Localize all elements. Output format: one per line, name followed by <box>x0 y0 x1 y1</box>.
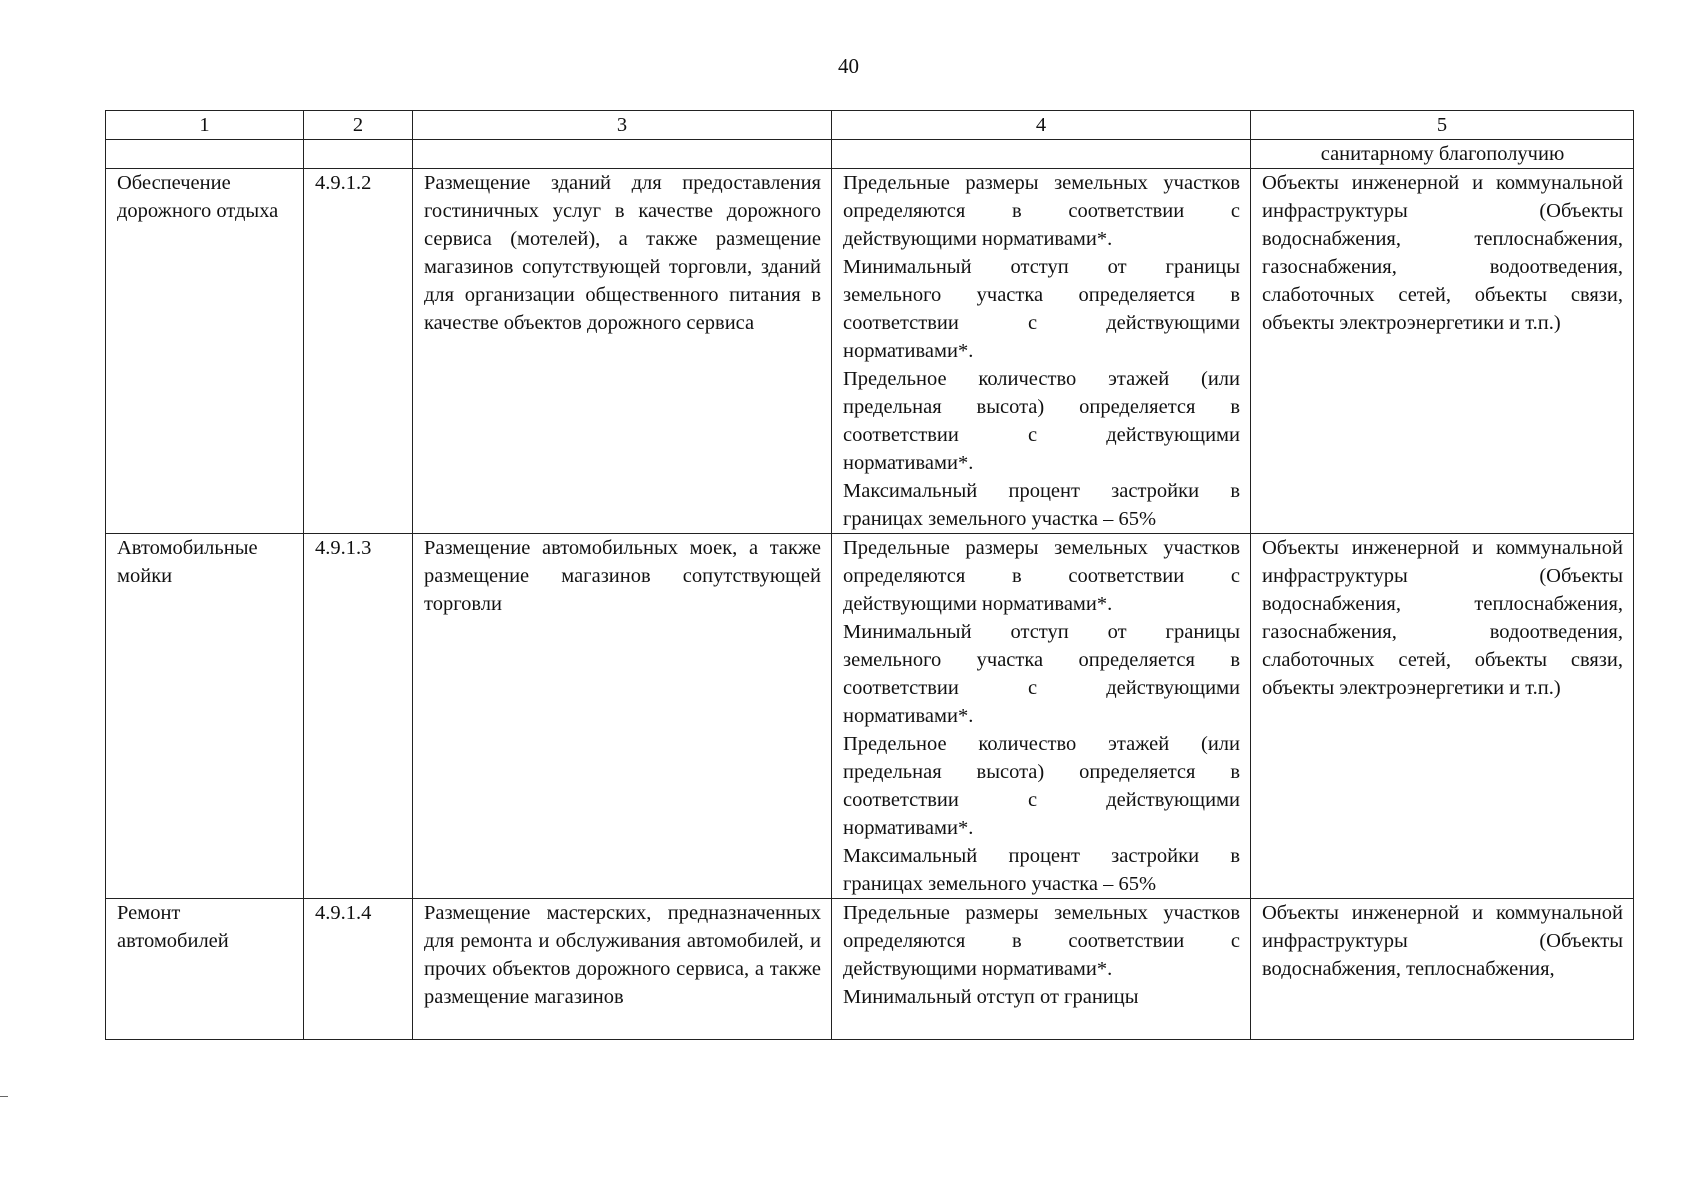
table-row <box>106 899 1634 1040</box>
cell-empty <box>106 140 304 169</box>
header-col-3: 3 <box>413 111 832 140</box>
header-row <box>106 111 1634 140</box>
header-col-1: 1 <box>106 111 304 140</box>
land-use-code: 4.9.1.2 <box>304 169 413 534</box>
table-row <box>106 169 1634 534</box>
parameter-text: Минимальный отступ от границы земельного участка определяется в соответствии с действующими нормативами*. <box>843 256 1240 362</box>
parameter-text: Минимальный отступ от границы <box>843 986 1139 1008</box>
cell-text: 4.9.1.4 <box>315 902 372 924</box>
table-row <box>106 534 1634 899</box>
scan-margin-mark <box>0 1096 8 1097</box>
land-use-restrictions: Объекты инженерной и коммунальной инфраструктуры (Объекты водоснабжения, теплоснабжения, газоснабжения, водоотведения, слаботочных сетей, объекты связи, объекты электроэнергетики и т.п.) <box>1251 169 1634 534</box>
continuation-row <box>106 140 1634 169</box>
parameter-text: Максимальный процент застройки в границах земельного участка – 65% <box>843 845 1240 895</box>
parameter-text: Минимальный отступ от границы земельного участка определяется в соответствии с действующими нормативами*. <box>843 621 1240 727</box>
parameter-text: Предельное количество этажей (или предельная высота) определяется в соответствии с действующими нормативами*. <box>843 733 1240 839</box>
cell-text: Объекты инженерной и коммунальной инфраструктуры (Объекты водоснабжения, теплоснабжения, <box>1262 902 1623 980</box>
cell-empty <box>832 140 1251 169</box>
header-col-5: 5 <box>1251 111 1634 140</box>
land-use-description <box>413 899 832 1040</box>
parameter-text: Максимальный процент застройки в границах земельного участка – 65% <box>843 480 1240 530</box>
land-use-restrictions <box>1251 899 1634 1040</box>
cell-text: Размещение мастерских, предназначенных для ремонта и обслуживания автомобилей, и прочих объектов дорожного сервиса, а также размещение магазинов <box>424 902 821 1008</box>
land-use-code: 4.9.1.3 <box>304 534 413 899</box>
land-use-name: Автомобильные мойки <box>106 534 304 899</box>
parameter-text: Предельное количество этажей (или предельная высота) определяется в соответствии с действующими нормативами*. <box>843 368 1240 474</box>
parameter-text: Предельные размеры земельных участков определяются в соответствии с действующими нормативами*. <box>843 537 1240 615</box>
land-use-code <box>304 899 413 1040</box>
header-col-2: 2 <box>304 111 413 140</box>
land-use-description: Размещение автомобильных моек, а также размещение магазинов сопутствующей торговли <box>413 534 832 899</box>
cell-empty <box>304 140 413 169</box>
cell-text <box>843 899 1240 1039</box>
zoning-table <box>105 110 1634 1040</box>
land-use-name: Обеспечение дорожного отдыха <box>106 169 304 534</box>
land-use-parameters <box>832 534 1251 899</box>
cell-text: Ремонт автомобилей <box>117 902 229 952</box>
page-number: 40 <box>838 54 859 78</box>
parameter-text: Предельные размеры земельных участков определяются в соответствии с действующими нормативами*. <box>843 172 1240 250</box>
land-use-restrictions: Объекты инженерной и коммунальной инфраструктуры (Объекты водоснабжения, теплоснабжения, газоснабжения, водоотведения, слаботочных сетей, объекты связи, объекты электроэнергетики и т.п.) <box>1251 534 1634 899</box>
land-use-name <box>106 899 304 1040</box>
cell-empty <box>413 140 832 169</box>
land-use-description: Размещение зданий для предоставления гостиничных услуг в качестве дорожного сервиса (мотелей), а также размещение магазинов сопутствующей торговли, зданий для организации общественного питания в качестве объектов дорожного сервиса <box>413 169 832 534</box>
continuation-text: санитарному благополучию <box>1251 140 1634 169</box>
header-col-4: 4 <box>832 111 1251 140</box>
land-use-parameters <box>832 899 1251 1040</box>
land-use-parameters <box>832 169 1251 534</box>
parameter-text: Предельные размеры земельных участков определяются в соответствии с действующими нормативами*. <box>843 902 1240 980</box>
